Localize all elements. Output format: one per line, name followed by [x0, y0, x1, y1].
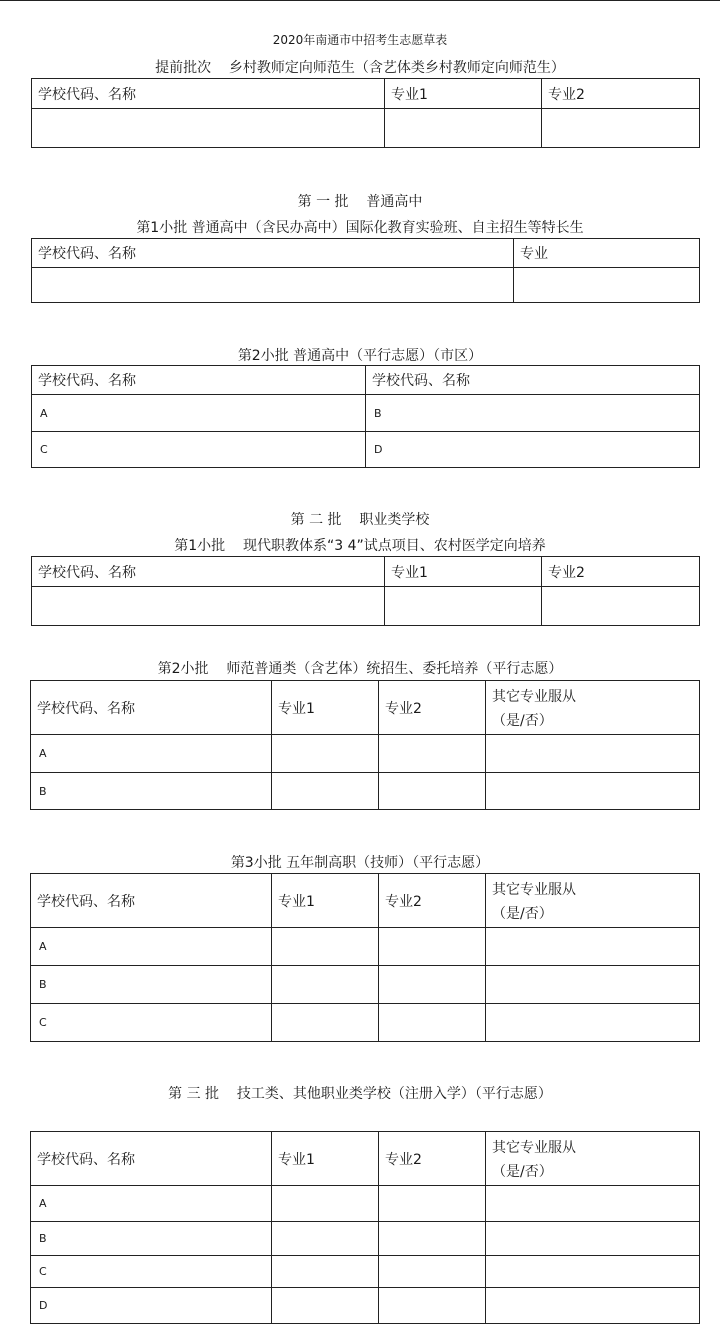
major-1-cell[interactable]: [385, 587, 542, 626]
school-cell[interactable]: [32, 587, 385, 626]
table-row: [31, 1222, 700, 1256]
school-code-name-header: 学校代码、名称: [31, 874, 272, 928]
batch-1-sub-1-heading: 第1小批 普通高中（含民办高中）国际化教育实验班、自主招生等特长生: [136, 220, 584, 236]
major-1-cell[interactable]: [272, 1186, 379, 1222]
obey-cell[interactable]: [486, 773, 700, 810]
major-1-cell[interactable]: [272, 1222, 379, 1256]
batch-2-sub-1-heading: 第1小批 现代职教体系“3 4”试点项目、农村医学定向培养: [174, 538, 546, 554]
table-row: [32, 587, 700, 626]
choice-c-cell[interactable]: C: [31, 1256, 272, 1288]
major-1-cell[interactable]: [272, 1288, 379, 1324]
major-2-cell[interactable]: [542, 109, 700, 148]
major-1-cell[interactable]: [272, 773, 379, 810]
school-code-name-header: 学校代码、名称: [31, 1132, 272, 1186]
major-1-header: 专业1: [272, 681, 379, 735]
major-2-header: 专业2: [379, 681, 486, 735]
obey-cell[interactable]: [486, 966, 700, 1004]
obey-line-1: 其它专业服从: [492, 688, 576, 705]
major-2-header: 专业2: [379, 874, 486, 928]
choice-a-cell[interactable]: A: [32, 395, 366, 432]
obey-other-major-header: [486, 681, 700, 735]
obey-cell[interactable]: [486, 1256, 700, 1288]
choice-a-cell[interactable]: A: [31, 928, 272, 966]
table-row: [31, 966, 700, 1004]
major-1-cell[interactable]: [272, 1004, 379, 1042]
batch-2-sub-1-table: [31, 556, 700, 626]
major-1-cell[interactable]: [272, 1256, 379, 1288]
table-row: [31, 773, 700, 810]
major-1-cell[interactable]: [385, 109, 542, 148]
school-code-name-header: 学校代码、名称: [32, 239, 514, 268]
school-cell[interactable]: [32, 109, 385, 148]
choice-c-cell[interactable]: C: [31, 1004, 272, 1042]
major-2-cell[interactable]: [542, 587, 700, 626]
batch-3-heading: 第 三 批 技工类、其他职业类学校（注册入学）（平行志愿）: [168, 1086, 552, 1102]
early-batch-table: [31, 78, 700, 148]
major-2-header: 专业2: [542, 79, 700, 109]
school-code-name-header: 学校代码、名称: [32, 366, 366, 395]
table-row: [31, 1186, 700, 1222]
major-2-cell[interactable]: [379, 1186, 486, 1222]
table-header-row: [31, 874, 700, 928]
obey-cell[interactable]: [486, 1004, 700, 1042]
batch-3-table: [30, 1131, 700, 1324]
major-1-cell[interactable]: [272, 735, 379, 773]
obey-line-2: （是/否）: [492, 905, 553, 922]
major-2-cell[interactable]: [379, 928, 486, 966]
choice-a-cell[interactable]: A: [31, 1186, 272, 1222]
major-1-cell[interactable]: [272, 928, 379, 966]
table-header-row: [32, 79, 700, 109]
batch-2-sub-2-heading: 第2小批 师范普通类（含艺体）统招生、委托培养（平行志愿）: [157, 661, 563, 677]
obey-cell[interactable]: [486, 1222, 700, 1256]
major-1-header: 专业1: [385, 79, 542, 109]
obey-line-1: 其它专业服从: [492, 881, 576, 898]
obey-line-2: （是/否）: [492, 1163, 553, 1180]
choice-c-cell[interactable]: C: [32, 432, 366, 468]
batch-2-heading: 第 二 批 职业类学校: [290, 512, 430, 528]
major-header: 专业: [514, 239, 700, 268]
table-row: [32, 109, 700, 148]
table-row: [31, 1256, 700, 1288]
major-2-header: 专业2: [379, 1132, 486, 1186]
major-1-header: 专业1: [385, 557, 542, 587]
school-code-name-header: 学校代码、名称: [32, 557, 385, 587]
obey-cell[interactable]: [486, 1186, 700, 1222]
obey-other-major-header: [486, 874, 700, 928]
choice-b-cell[interactable]: B: [366, 395, 700, 432]
major-2-cell[interactable]: [379, 1288, 486, 1324]
top-border: [0, 0, 720, 1]
major-1-cell[interactable]: [272, 966, 379, 1004]
table-row: [32, 395, 700, 432]
obey-other-major-header: [486, 1132, 700, 1186]
choice-a-cell[interactable]: A: [31, 735, 272, 773]
obey-cell[interactable]: [486, 1288, 700, 1324]
school-cell[interactable]: [32, 268, 514, 303]
batch-1-heading: 第 一 批 普通高中: [297, 194, 423, 210]
obey-line-1: 其它专业服从: [492, 1139, 576, 1156]
school-code-name-header: 学校代码、名称: [31, 681, 272, 735]
table-row: [32, 268, 700, 303]
choice-d-cell[interactable]: D: [366, 432, 700, 468]
obey-cell[interactable]: [486, 735, 700, 773]
table-header-row: [32, 239, 700, 268]
table-row: [31, 1004, 700, 1042]
major-2-cell[interactable]: [379, 735, 486, 773]
form-title: 2020年南通市中招考生志愿草表: [272, 33, 448, 47]
major-2-cell[interactable]: [379, 1222, 486, 1256]
table-header-row: [31, 1132, 700, 1186]
batch-1-sub-1-table: [31, 238, 700, 303]
major-1-header: 专业1: [272, 1132, 379, 1186]
batch-2-sub-2-table: [30, 680, 700, 810]
school-code-name-header: 学校代码、名称: [366, 366, 700, 395]
batch-2-sub-3-heading: 第3小批 五年制高职（技师）（平行志愿）: [230, 855, 490, 871]
major-2-cell[interactable]: [379, 966, 486, 1004]
major-1-header: 专业1: [272, 874, 379, 928]
major-2-cell[interactable]: [379, 1004, 486, 1042]
table-header-row: [32, 366, 700, 395]
choice-b-cell[interactable]: B: [31, 966, 272, 1004]
table-header-row: [31, 681, 700, 735]
table-row: [31, 928, 700, 966]
choice-b-cell[interactable]: B: [31, 773, 272, 810]
early-batch-heading: 提前批次 乡村教师定向师范生（含艺体类乡村教师定向师范生）: [155, 60, 565, 76]
table-row: [31, 1288, 700, 1324]
choice-b-cell[interactable]: B: [31, 1222, 272, 1256]
major-cell[interactable]: [514, 268, 700, 303]
school-code-name-header: 学校代码、名称: [32, 79, 385, 109]
table-row: [31, 735, 700, 773]
table-row: [32, 432, 700, 468]
choice-d-cell[interactable]: D: [31, 1288, 272, 1324]
batch-2-sub-3-table: [30, 873, 700, 1042]
batch-1-sub-2-table: [31, 365, 700, 468]
table-header-row: [32, 557, 700, 587]
obey-cell[interactable]: [486, 928, 700, 966]
major-2-cell[interactable]: [379, 773, 486, 810]
major-2-cell[interactable]: [379, 1256, 486, 1288]
batch-1-sub-2-heading: 第2小批 普通高中（平行志愿）（市区）: [237, 348, 483, 364]
major-2-header: 专业2: [542, 557, 700, 587]
obey-line-2: （是/否）: [492, 712, 553, 729]
